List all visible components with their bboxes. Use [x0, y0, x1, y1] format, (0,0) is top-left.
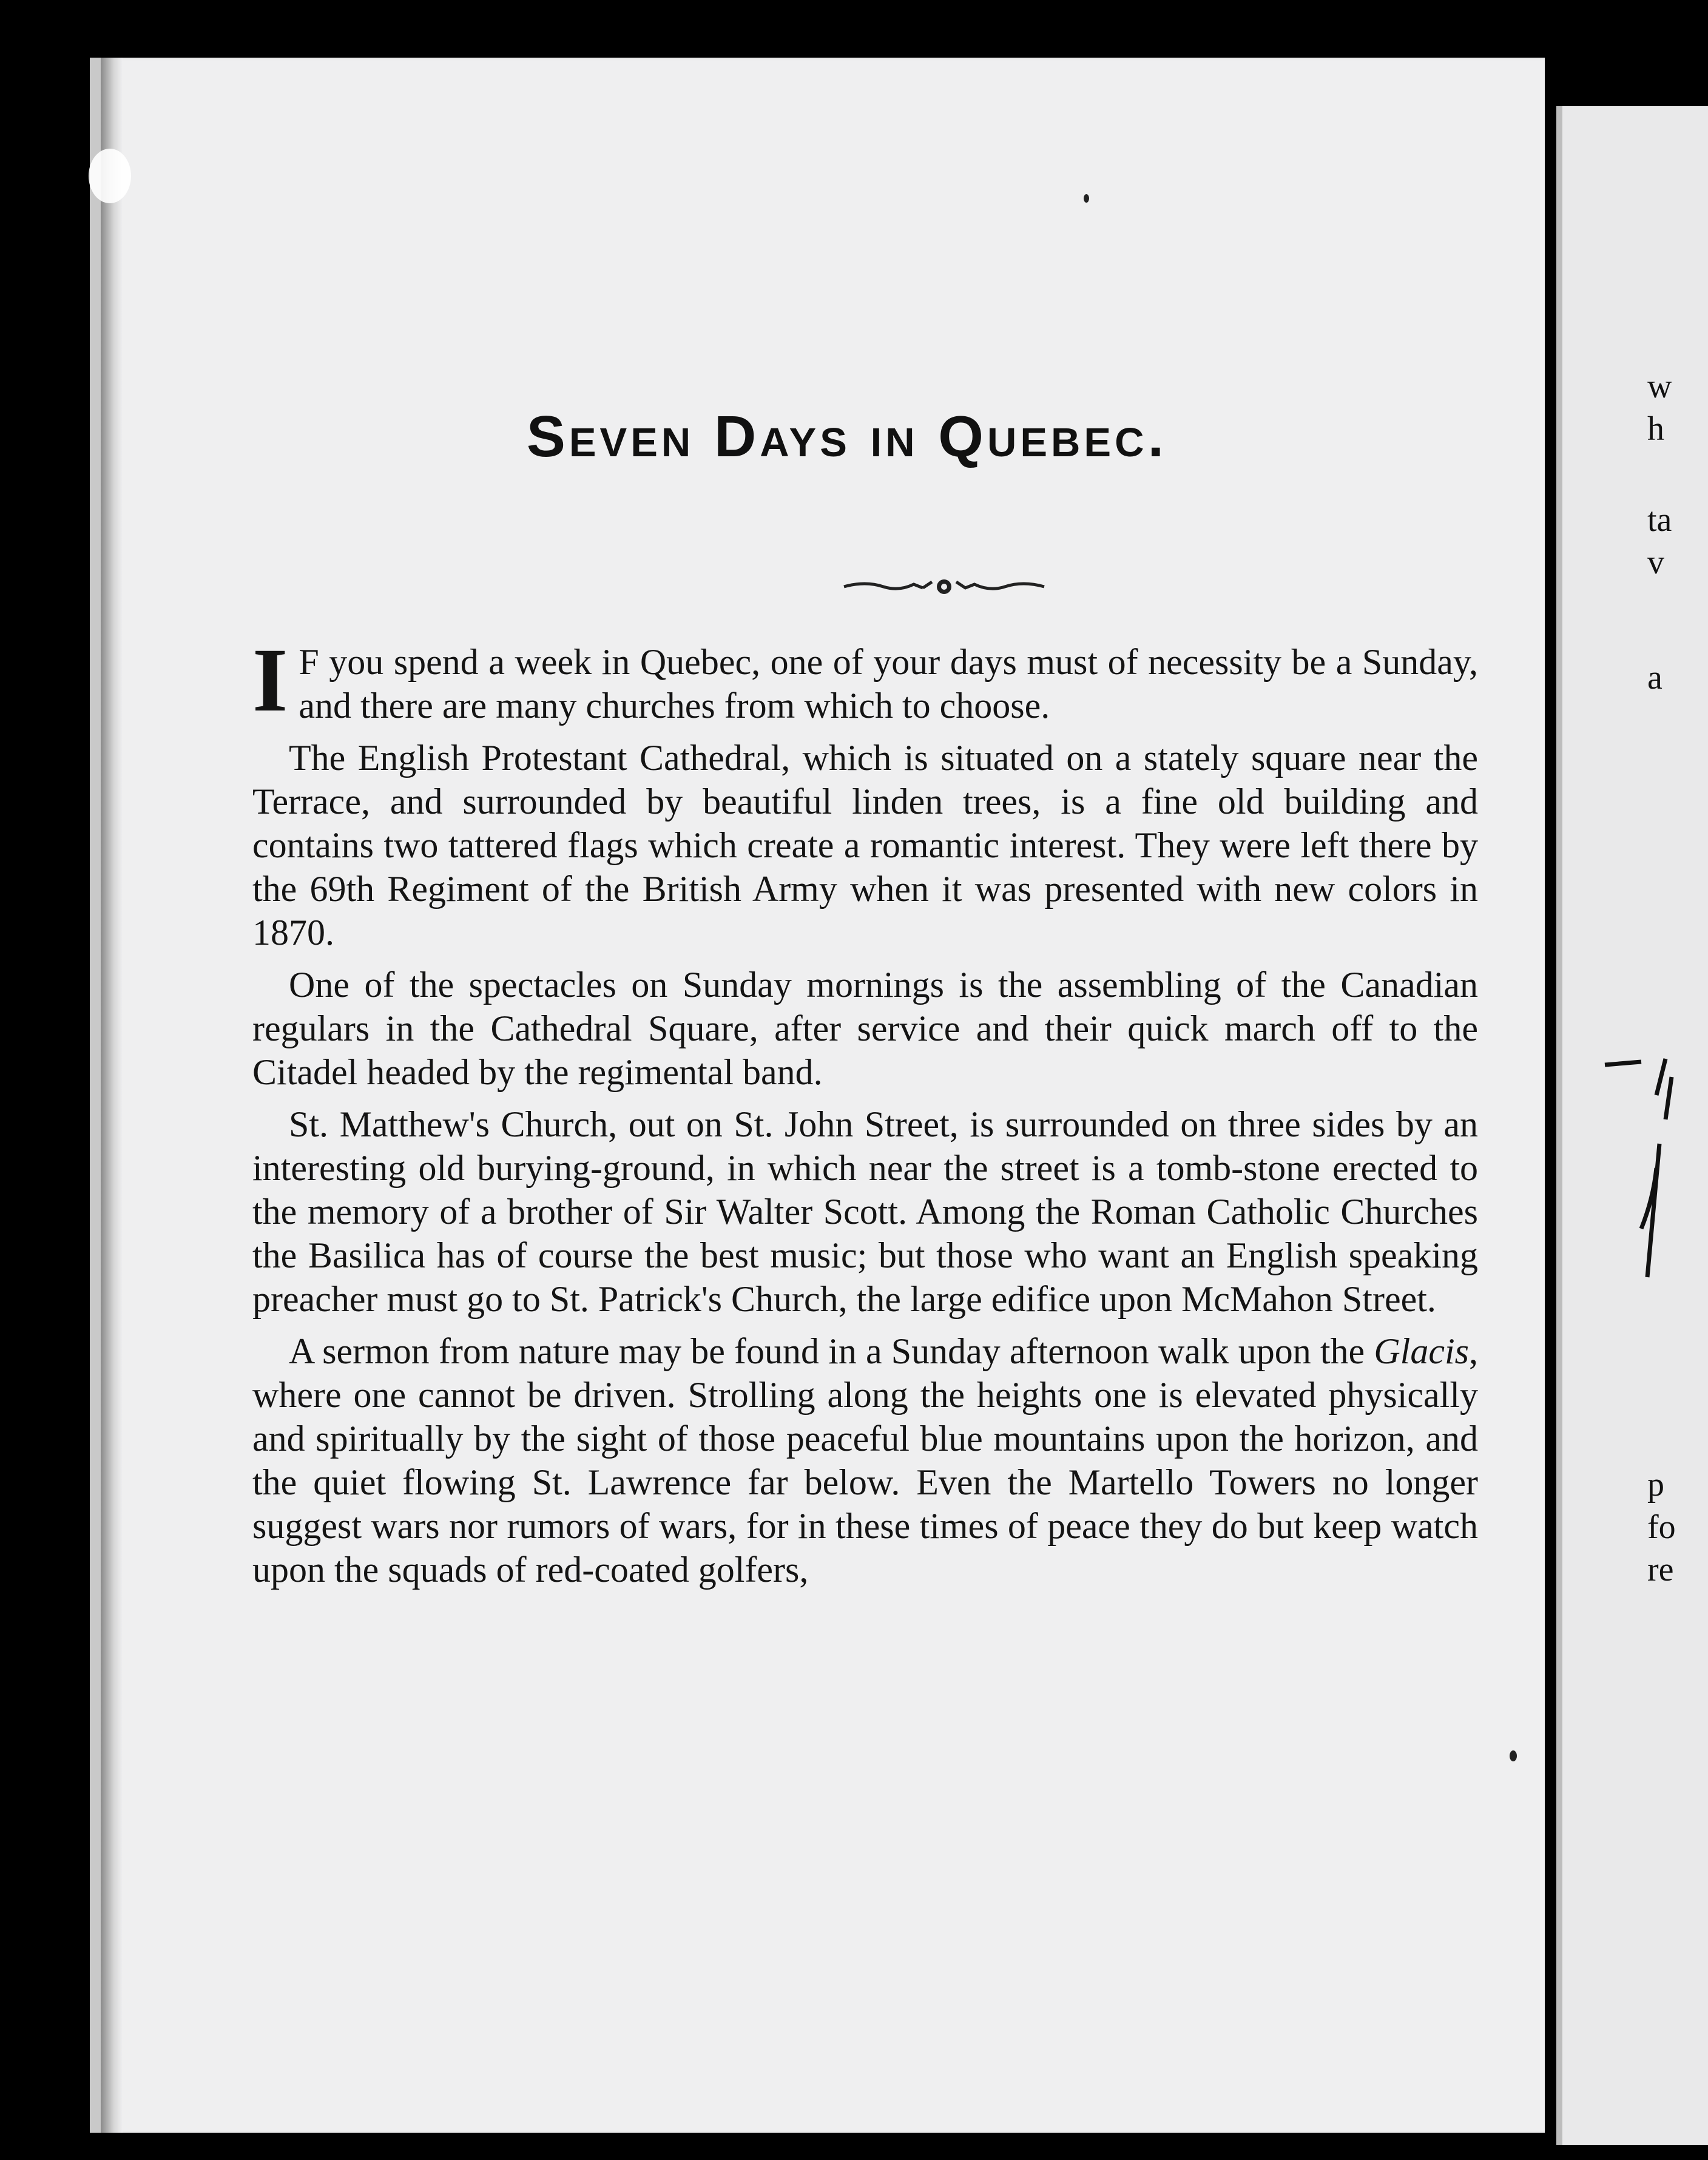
facing-text-fragment: w [1647, 368, 1672, 405]
paragraph-text: you spend a week in Quebec, one of your days must of necessity be a Sunday, and there are many churches from which to choose. [299, 642, 1478, 726]
page-gutter [101, 58, 123, 2133]
drop-cap: I [252, 630, 288, 731]
facing-text-fragment: p [1647, 1466, 1664, 1504]
paper-damage [89, 149, 131, 203]
paragraph: St. Matthew's Church, out on St. John Street, is surrounded on three sides by an interesting old burying-ground, in which near the street is a tomb-stone erected to the memory of a brother of Sir Walter Scott. Among the Roman Catholic Churches the Basilica has of course the best music; but those who want an English speaking preacher must go to St. Patrick's Church, the large edifice upon McMahon Street. [252, 1104, 1478, 1319]
ink-speck [1084, 194, 1089, 203]
ink-speck [1510, 1750, 1517, 1761]
paragraph: The English Protestant Cathedral, which is situated on a stately square near the Terrace, and surrounded by beautiful linden trees, is a fine old building and contains two tattered flags which create a romantic interest. They were left there by the 69th Regiment of the British Army when it was presented with new colors in 1870. [252, 738, 1478, 953]
article-body [252, 630, 1478, 1600]
paragraph-text: , where one cannot be driven. Strolling along the heights one is elevated physically and spiritually by the sight of those peaceful blue mountains upon the horizon, and the quiet flowing St. Lawrence far below. Even the Martello Towers no longer suggest wars nor rumors of wars, for in these times of peace they do but keep watch upon the squads of red-coated golfers, [252, 1331, 1478, 1590]
facing-text-fragment: re [1647, 1551, 1674, 1588]
paragraph [252, 1329, 1478, 1591]
facing-text-fragment: a [1647, 659, 1662, 697]
book-page [90, 58, 1545, 2133]
facing-text-fragment: ta [1647, 501, 1672, 539]
title-ornament [841, 573, 1047, 598]
facing-text-fragment: fo [1647, 1508, 1676, 1546]
paragraph: One of the spectacles on Sunday mornings is the assembling of the Canadian regulars in the Cathedral Square, after service and their quick march off to the Citadel headed by the regimental band. [252, 965, 1478, 1092]
drop-cap-continuation: F [299, 642, 319, 682]
paragraph [252, 630, 1478, 731]
facing-page-marks [1599, 913, 1702, 1277]
page-title: Seven Days in Quebec. [526, 404, 1168, 469]
facing-text-fragment: h [1647, 410, 1664, 448]
italic-term: Glacis [1374, 1331, 1469, 1371]
facing-text-fragment: v [1647, 544, 1664, 581]
facing-page-edge [1556, 106, 1708, 2145]
paragraph-text: A sermon from nature may be found in a Sunday afternoon walk upon the [289, 1331, 1374, 1371]
